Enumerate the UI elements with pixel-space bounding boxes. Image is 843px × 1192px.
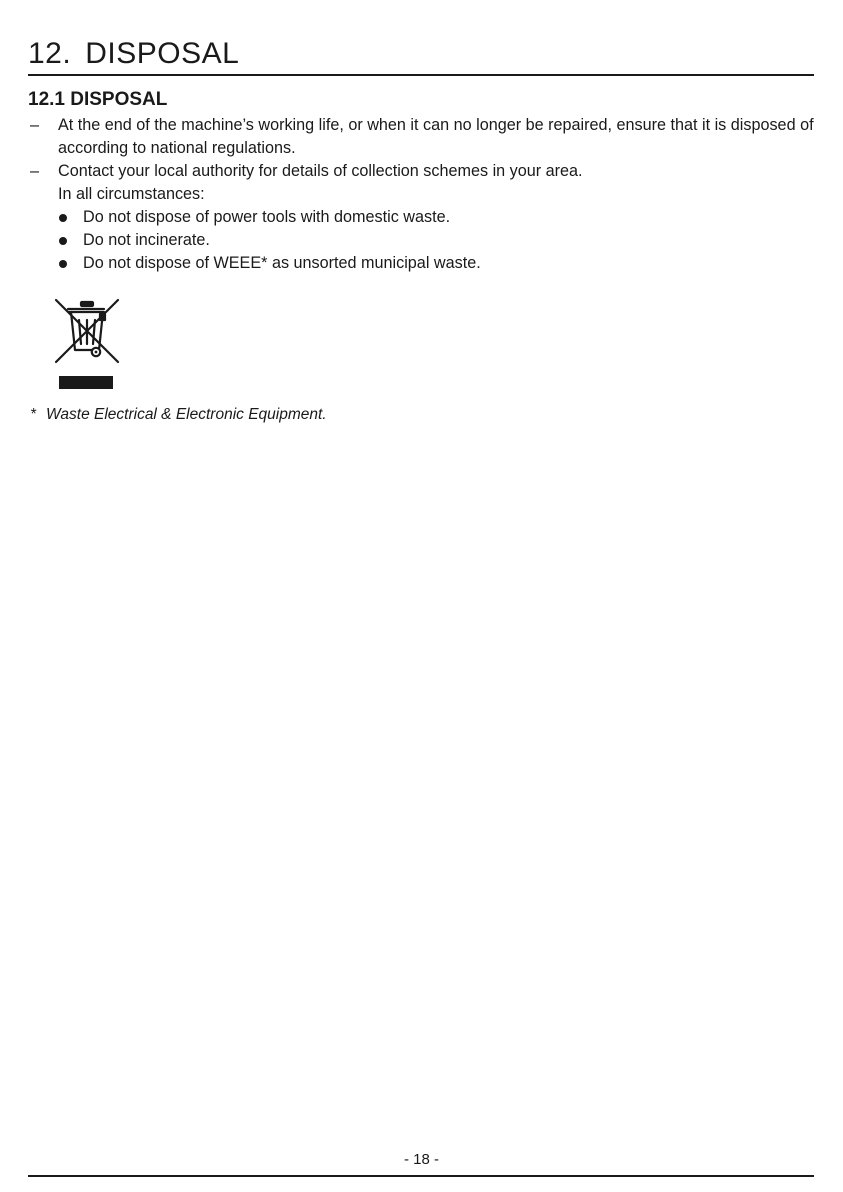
section-title: 12.1 DISPOSAL xyxy=(28,89,168,110)
chapter-title-text: DISPOSAL xyxy=(85,37,240,70)
chapter-title xyxy=(28,34,239,74)
bullet-dot-icon xyxy=(59,237,67,245)
bullet-dot-icon xyxy=(59,260,67,268)
bullet-dot-icon xyxy=(59,214,67,222)
dash-item xyxy=(28,114,818,160)
dash-mark: – xyxy=(30,162,40,180)
circumstances-bullet-list xyxy=(28,206,818,275)
circumstances-bullets-container xyxy=(28,206,818,275)
bullet-item xyxy=(58,229,818,252)
bullet-item xyxy=(58,252,818,275)
footnote-text: Waste Electrical & Electronic Equipment. xyxy=(46,406,327,423)
circumstances-heading: In all circumstances: xyxy=(58,185,205,203)
dash-item-text: At the end of the machine’s working life, or when it can no longer be repaired, ensure that it is disposed of according to national regulations. xyxy=(58,116,814,157)
footer-divider xyxy=(28,1175,814,1177)
bullet-text: Do not dispose of power tools with domestic waste. xyxy=(83,208,451,226)
dash-item-text: Contact your local authority for details of collection schemes in your area. xyxy=(58,162,583,180)
dash-item xyxy=(28,160,818,183)
bullet-text: Do not dispose of WEEE* as unsorted municipal waste. xyxy=(83,254,481,272)
page-number: - 18 - xyxy=(403,1151,439,1168)
footnote xyxy=(30,405,327,425)
bullet-item xyxy=(58,206,818,229)
dash-mark: – xyxy=(30,116,40,134)
footnote-marker: * xyxy=(30,406,37,423)
title-divider xyxy=(28,74,814,76)
disposal-instructions xyxy=(28,114,818,275)
bullet-text: Do not incinerate. xyxy=(83,231,210,249)
chapter-number: 12. xyxy=(28,37,72,70)
weee-crossed-out-bin-icon xyxy=(54,298,120,390)
